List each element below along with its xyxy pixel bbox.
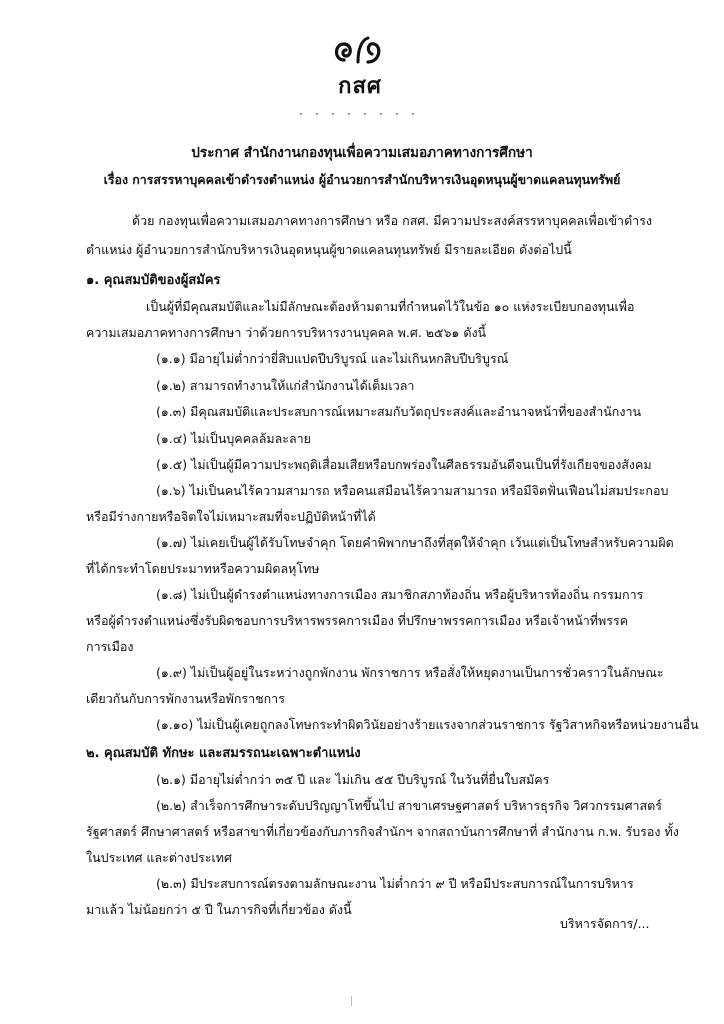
item-1-6: (๑.๖) ไม่เป็นคนไร้ความสามารถ หรือคนเสมือนไร้ความสามารถ หรือมีจิตฟั่นเฟือนไม่สมประกอบ bbox=[156, 483, 669, 498]
continuation-note: บริหารจัดการ/... bbox=[560, 916, 650, 931]
item-1-4: (๑.๔) ไม่เป็นบุคคลล้มละลาย bbox=[156, 431, 311, 446]
item-2-3: (๒.๓) มีประสบการณ์ตรงตามลักษณะงาน ไม่ต่ำกว่า ๙ ปี หรือมีประสบการณ์ในการบริหาร bbox=[156, 876, 634, 891]
item-1-9-cont: เดียวกันกับการพักงานหรือพักราชการ bbox=[86, 691, 285, 706]
kss-logo bbox=[328, 30, 392, 100]
section-2-heading: ๒. คุณสมบัติ ทักษะ และสมรรถนะเฉพาะตำแหน่ง bbox=[86, 746, 361, 761]
item-2-2-cont-2: ในประเทศ และต่างประเทศ bbox=[86, 850, 232, 865]
page-mark bbox=[351, 996, 352, 1006]
item-2-3-cont: มาแล้ว ไม่น้อยกว่า ๕ ปี ในภารกิจที่เกี่ยวข้อง ดังนี้ bbox=[86, 902, 352, 917]
item-1-2: (๑.๒) สามารถทำงานให้แก่สำนักงานได้เต็มเวลา bbox=[156, 378, 415, 393]
item-1-8-cont-1: หรือผู้ดำรงตำแหน่งซึ่งรับผิดชอบการบริหารพรรคการเมือง ที่ปรึกษาพรรคการเมือง หรือเจ้าหน้าที่พรรค bbox=[86, 613, 629, 628]
item-1-5: (๑.๕) ไม่เป็นผู้มีความประพฤติเสื่อมเสียหรือบกพร่องในศีลธรรมอันดีจนเป็นที่รังเกียจของสังคม bbox=[156, 457, 652, 472]
announcement-title: ประกาศ สำนักงานกองทุนเพื่อความเสมอภาคทางการศึกษา bbox=[191, 145, 533, 161]
intro-line-2: ตำแหน่ง ผู้อำนวยการสำนักบริหารเงินอุดหนุนผู้ขาดแคลนทุนทรัพย์ มีรายละเอียด ดังต่อไปนี้ bbox=[86, 242, 572, 257]
section-1-lead-2: ความเสมอภาคทางการศึกษา ว่าด้วยการบริหารงานบุคคล พ.ศ. ๒๕๖๑ ดังนี้ bbox=[86, 325, 487, 340]
item-1-6-cont: หรือมีร่างกายหรือจิตใจไม่เหมาะสมที่จะปฏิบัติหน้าที่ได้ bbox=[86, 509, 376, 524]
intro-line-1: ด้วย กองทุนเพื่อความเสมอภาคทางการศึกษา หรือ กสศ. มีความประสงค์สรรหาบุคคลเพื่อเข้าดำรง bbox=[132, 213, 653, 228]
section-1-lead-1: เป็นผู้ที่มีคุณสมบัติและไม่มีลักษณะต้องห้ามตามที่กำหนดไว้ในข้อ ๑๐ แห่งระเบียบกองทุนเพื่อ bbox=[146, 299, 635, 314]
logo-text: กสศ bbox=[338, 74, 382, 99]
announcement-subject: เรื่อง การสรรหาบุคคลเข้าดำรงตำแหน่ง ผู้อำนวยการสำนักบริหารเงินอุดหนุนผู้ขาดแคลนทุนทรัพย์ bbox=[103, 172, 621, 187]
section-1-heading: ๑. คุณสมบัติของผู้สมัคร bbox=[86, 273, 221, 288]
item-2-2: (๒.๒) สำเร็จการศึกษาระดับปริญญาโทขึ้นไป สาขาเศรษฐศาสตร์ บริหารธุรกิจ วิศวกรรมศาสตร์ bbox=[156, 798, 662, 813]
item-1-7-cont: ที่ได้กระทำโดยประมาทหรือความผิดลหุโทษ bbox=[86, 561, 320, 576]
item-1-7: (๑.๗) ไม่เคยเป็นผู้ได้รับโทษจำคุก โดยคำพิพากษาถึงที่สุดให้จำคุก เว้นแต่เป็นโทษสำหรับความผิด bbox=[156, 535, 674, 550]
item-2-2-cont-1: รัฐศาสตร์ ศึกษาศาสตร์ หรือสาขาที่เกี่ยวข้องกับภารกิจสำนักฯ จากสถาบันการศึกษาที่ สำนักงาน ก.พ. รับรอง ทั้ง bbox=[86, 824, 679, 839]
item-1-8: (๑.๘) ไม่เป็นผู้ดำรงตำแหน่งทางการเมือง สมาชิกสภาท้องถิ่น หรือผู้บริหารท้องถิ่น กรรมการ bbox=[156, 587, 644, 602]
item-2-1: (๒.๑) มีอายุไม่ต่ำกว่า ๓๕ ปี และ ไม่เกิน ๕๕ ปีบริบูรณ์ ในวันที่ยื่นใบสมัคร bbox=[156, 772, 550, 787]
item-1-8-cont-2: การเมือง bbox=[86, 639, 134, 654]
decorative-dots bbox=[300, 100, 430, 106]
item-1-3: (๑.๓) มีคุณสมบัติและประสบการณ์เหมาะสมกับวัตถุประสงค์และอำนาจหน้าที่ของสำนักงาน bbox=[156, 404, 642, 419]
item-1-9: (๑.๙) ไม่เป็นผู้อยู่ในระหว่างถูกพักงาน พักราชการ หรือสั่งให้หยุดงานเป็นการชั่วคราวในลักษณะ bbox=[156, 665, 664, 680]
item-1-10: (๑.๑๐) ไม่เป็นผู้เคยถูกลงโทษกระทำผิดวินัยอย่างร้ายแรงจากส่วนราชการ รัฐวิสาหกิจหรือหน่วยงานอื่น bbox=[156, 717, 699, 732]
item-1-1: (๑.๑) มีอายุไม่ต่ำกว่ายี่สิบแปดปีบริบูรณ์ และไม่เกินหกสิบปีบริบูรณ์ bbox=[156, 351, 509, 366]
kss-logo-icon bbox=[328, 30, 392, 70]
